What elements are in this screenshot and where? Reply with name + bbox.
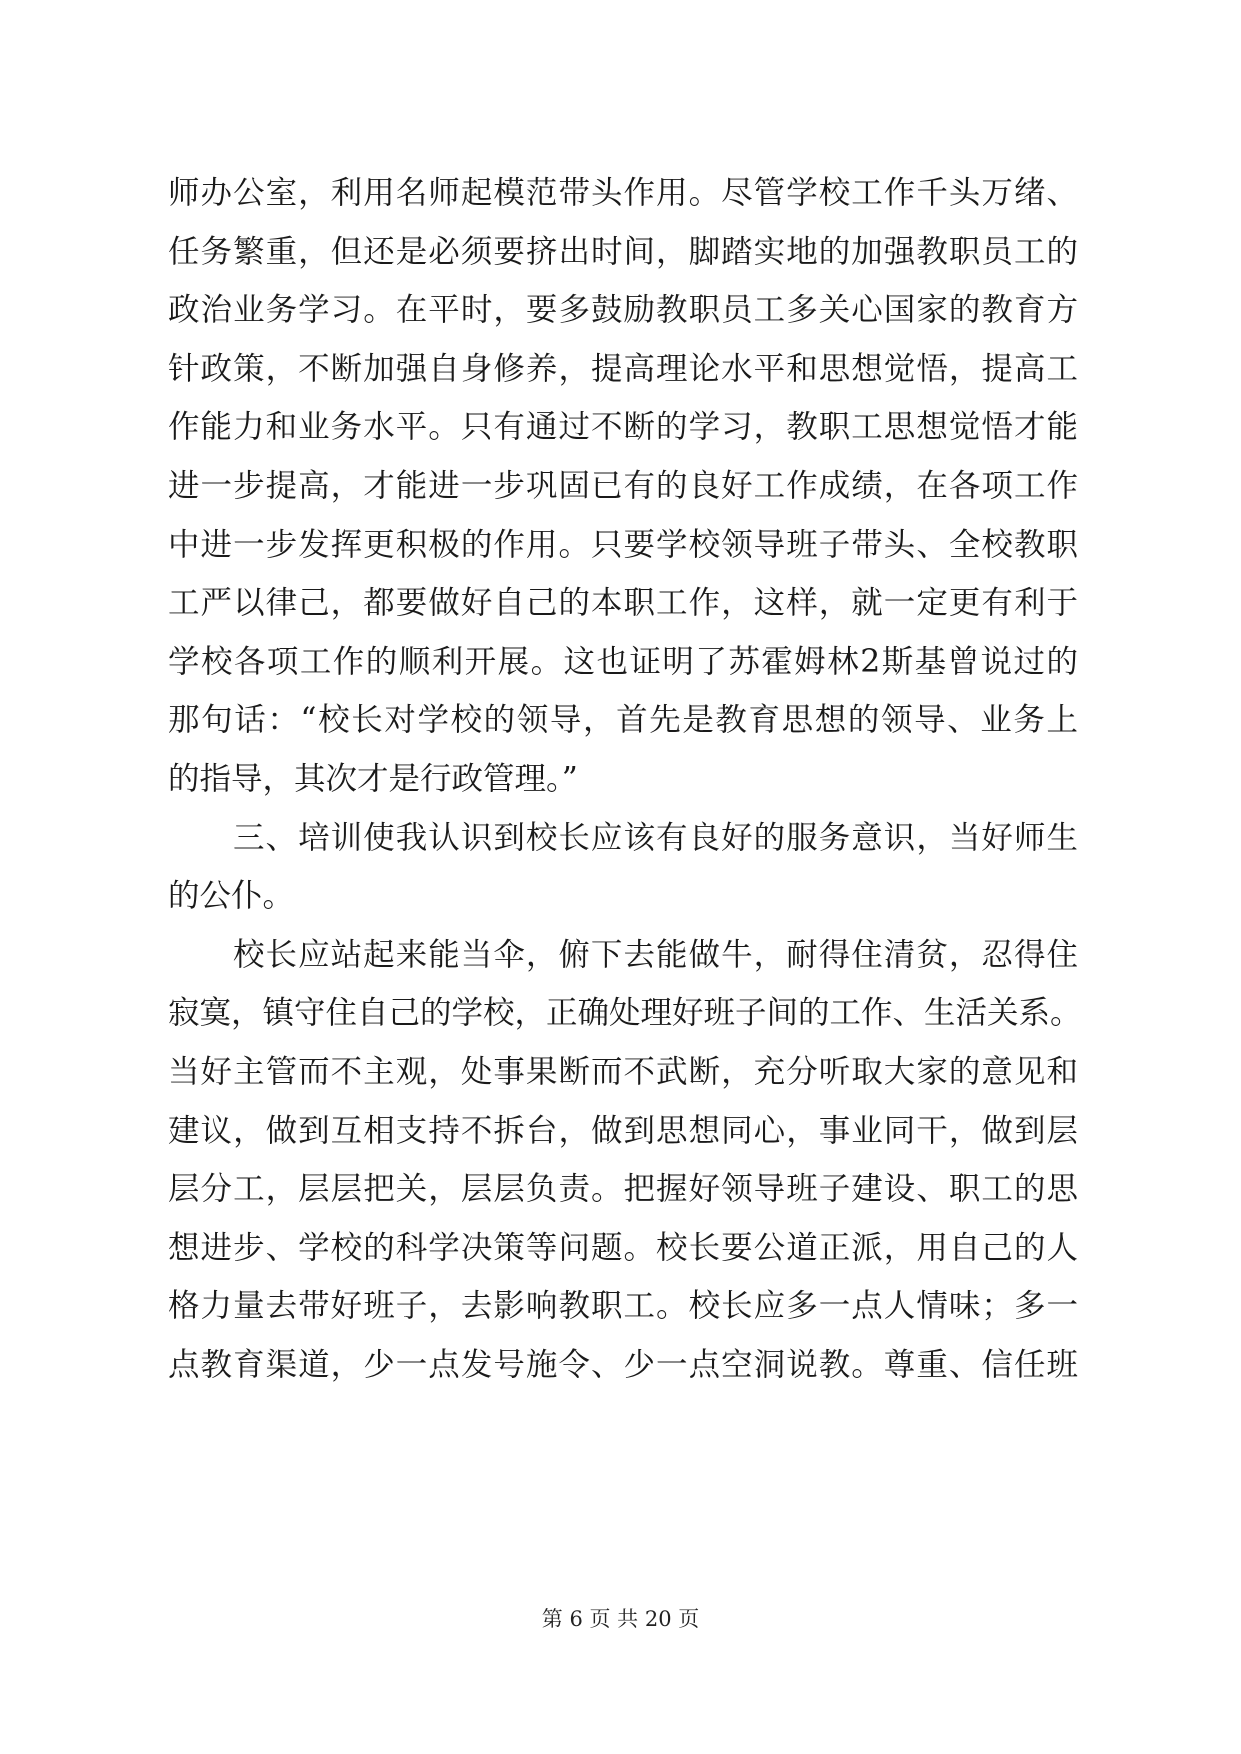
page-number-footer: 第 6 页 共 20 页 — [541, 1607, 700, 1631]
text-line: 校长应站起来能当伞，俯下去能做牛，耐得住清贫，忍得住 — [233, 936, 1078, 973]
text-line: 进一步提高，才能进一步巩固已有的良好工作成绩，在各项工作 — [168, 468, 1078, 504]
text-line: 的指导，其次才是行政管理。” — [168, 761, 578, 797]
text-line: 建议，做到互相支持不拆台，做到思想同心，事业同干，做到层 — [168, 1112, 1078, 1149]
text-line: 任务繁重，但还是必须要挤出时间，脚踏实地的加强教职员工的 — [168, 233, 1078, 270]
text-line: 作能力和业务水平。只有通过不断的学习，教职工思想觉悟才能 — [168, 409, 1078, 446]
text-line: 层分工，层层把关，层层负责。把握好领导班子建设、职工的思 — [168, 1171, 1078, 1208]
text-line: 当好主管而不主观，处事果断而不武断，充分听取大家的意见和 — [168, 1054, 1078, 1090]
text-line: 想进步、学校的科学决策等问题。校长要公道正派，用自己的人 — [168, 1229, 1078, 1266]
section-heading-line: 的公仆。 — [168, 878, 295, 915]
text-line: 那句话：“校长对学校的领导，首先是教育思想的领导、业务上 — [168, 702, 1078, 739]
text-line: 师办公室，利用名师起模范带头作用。尽管学校工作千头万绪、 — [168, 175, 1078, 211]
text-line: 寂寞，镇守住自己的学校，正确处理好班子间的工作、生活关系。 — [168, 995, 1082, 1032]
text-line: 点教育渠道，少一点发号施令、少一点空洞说教。尊重、信任班 — [168, 1347, 1078, 1383]
text-line: 中进一步发挥更积极的作用。只要学校领导班子带头、全校教职 — [168, 526, 1078, 563]
text-line: 工严以律己，都要做好自己的本职工作，这样，就一定更有利于 — [168, 585, 1078, 622]
text-line: 针政策，不断加强自身修养，提高理论水平和思想觉悟，提高工 — [168, 350, 1078, 387]
text-line: 格力量去带好班子，去影响教职工。校长应多一点人情味；多一 — [168, 1288, 1078, 1325]
text-line: 政治业务学习。在平时，要多鼓励教职员工多关心国家的教育方 — [168, 292, 1078, 329]
section-heading-line: 三、培训使我认识到校长应该有良好的服务意识，当好师生 — [233, 819, 1078, 856]
text-line: 学校各项工作的顺利开展。这也证明了苏霍姆林2斯基曾说过的 — [168, 643, 1078, 680]
